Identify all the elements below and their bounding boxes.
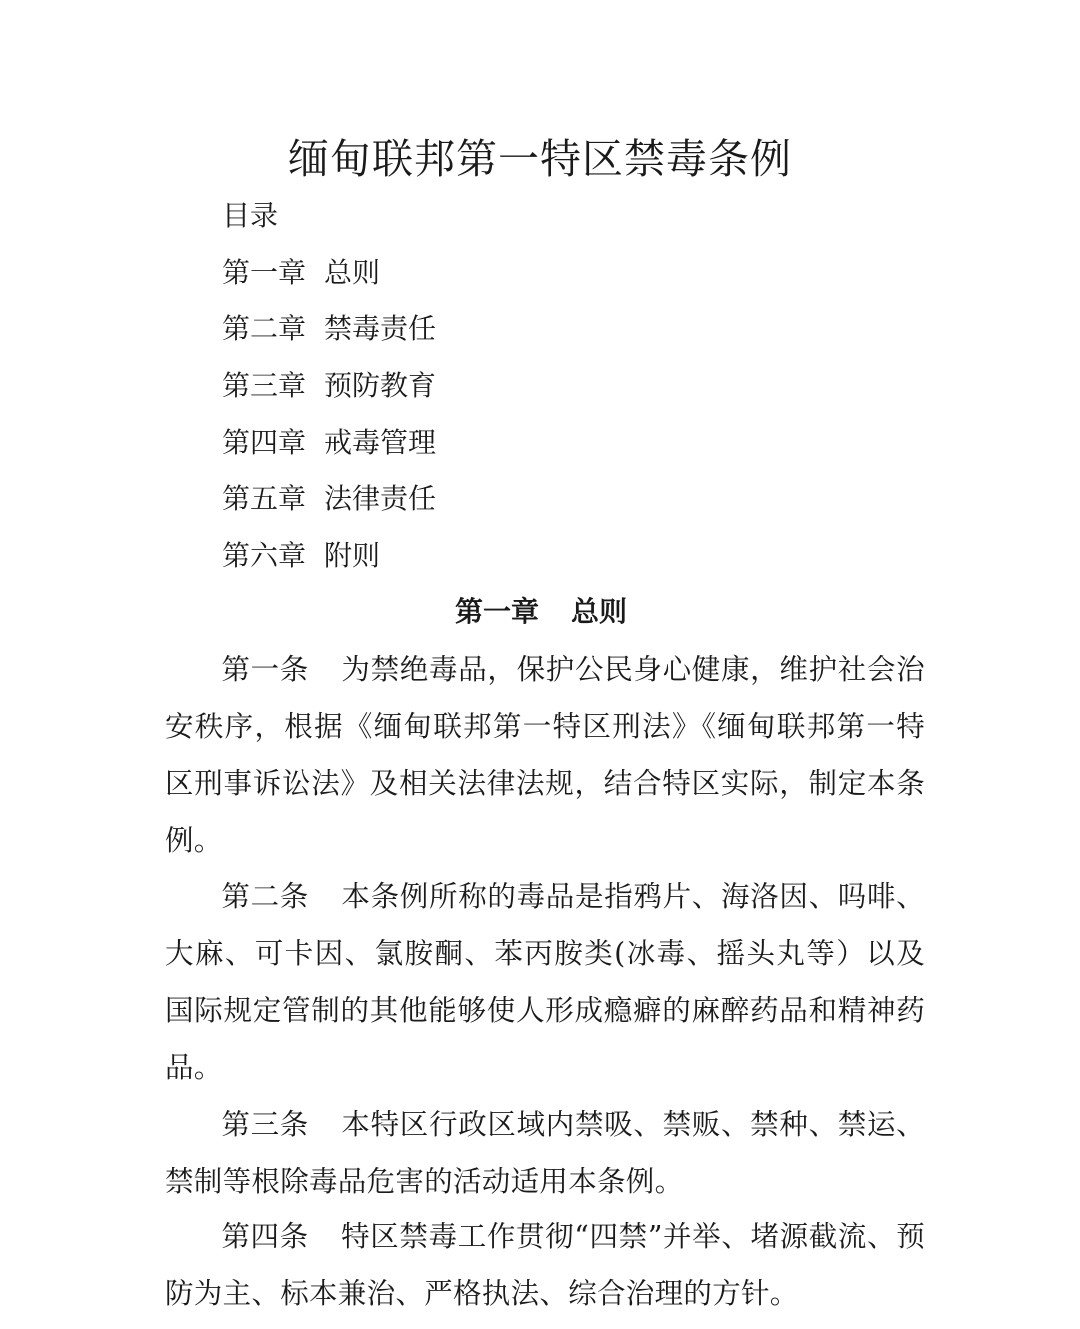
- toc-item: [222, 536, 380, 576]
- toc-item-number: 第一章: [222, 256, 307, 289]
- toc-item: [222, 253, 380, 293]
- toc-item-title: 禁毒责任: [324, 312, 437, 345]
- toc-item: [222, 423, 436, 463]
- article-3: [165, 1096, 925, 1210]
- article-2: [165, 868, 925, 1096]
- article-text: 本特区行政区域内禁吸、禁贩、禁种、禁运、禁制等根除毒品危害的活动适用本条例。: [165, 1108, 925, 1198]
- toc-item-title: 总则: [324, 256, 381, 289]
- document-title: 缅甸联邦第一特区禁毒条例: [288, 135, 792, 183]
- toc-item-number: 第四章: [222, 426, 307, 459]
- toc-item: [222, 479, 436, 519]
- toc-heading: 目录: [222, 199, 279, 232]
- toc-item-number: 第五章: [222, 482, 307, 515]
- article-number: 第四条: [221, 1220, 309, 1253]
- article-number: 第三条: [221, 1108, 309, 1141]
- toc-item: [222, 366, 436, 406]
- toc-item-title: 预防教育: [324, 369, 437, 402]
- toc-item-title: 戒毒管理: [324, 426, 437, 459]
- toc-item-number: 第三章: [222, 369, 307, 402]
- toc-item-number: 第六章: [222, 539, 307, 572]
- chapter-title: 总则: [571, 595, 628, 628]
- article-text: 为禁绝毒品，保护公民身心健康，维护社会治安秩序，根据《缅甸联邦第一特区刑法》《缅甸联邦第一特区刑事诉讼法》及相关法律法规，结合特区实际，制定本条例。: [165, 653, 925, 857]
- chapter-heading: [0, 592, 1080, 632]
- article-number: 第二条: [221, 880, 309, 913]
- toc-item-title: 法律责任: [324, 482, 437, 515]
- toc-item-number: 第二章: [222, 312, 307, 345]
- article-4: [165, 1208, 925, 1322]
- chapter-number: 第一章: [454, 595, 539, 628]
- article-text: 本条例所称的毒品是指鸦片、海洛因、吗啡、大麻、可卡因、氯胺酮、苯丙胺类(冰毒、摇头丸等）以及国际规定管制的其他能够使人形成瘾癖的麻醉药品和精神药品。: [165, 880, 925, 1084]
- toc-item: [222, 309, 436, 349]
- article-text: 特区禁毒工作贯彻“四禁”并举、堵源截流、预防为主、标本兼治、严格执法、综合治理的方针。: [165, 1220, 925, 1310]
- article-number: 第一条: [221, 653, 309, 686]
- article-1: [165, 641, 925, 869]
- toc-item-title: 附则: [324, 539, 381, 572]
